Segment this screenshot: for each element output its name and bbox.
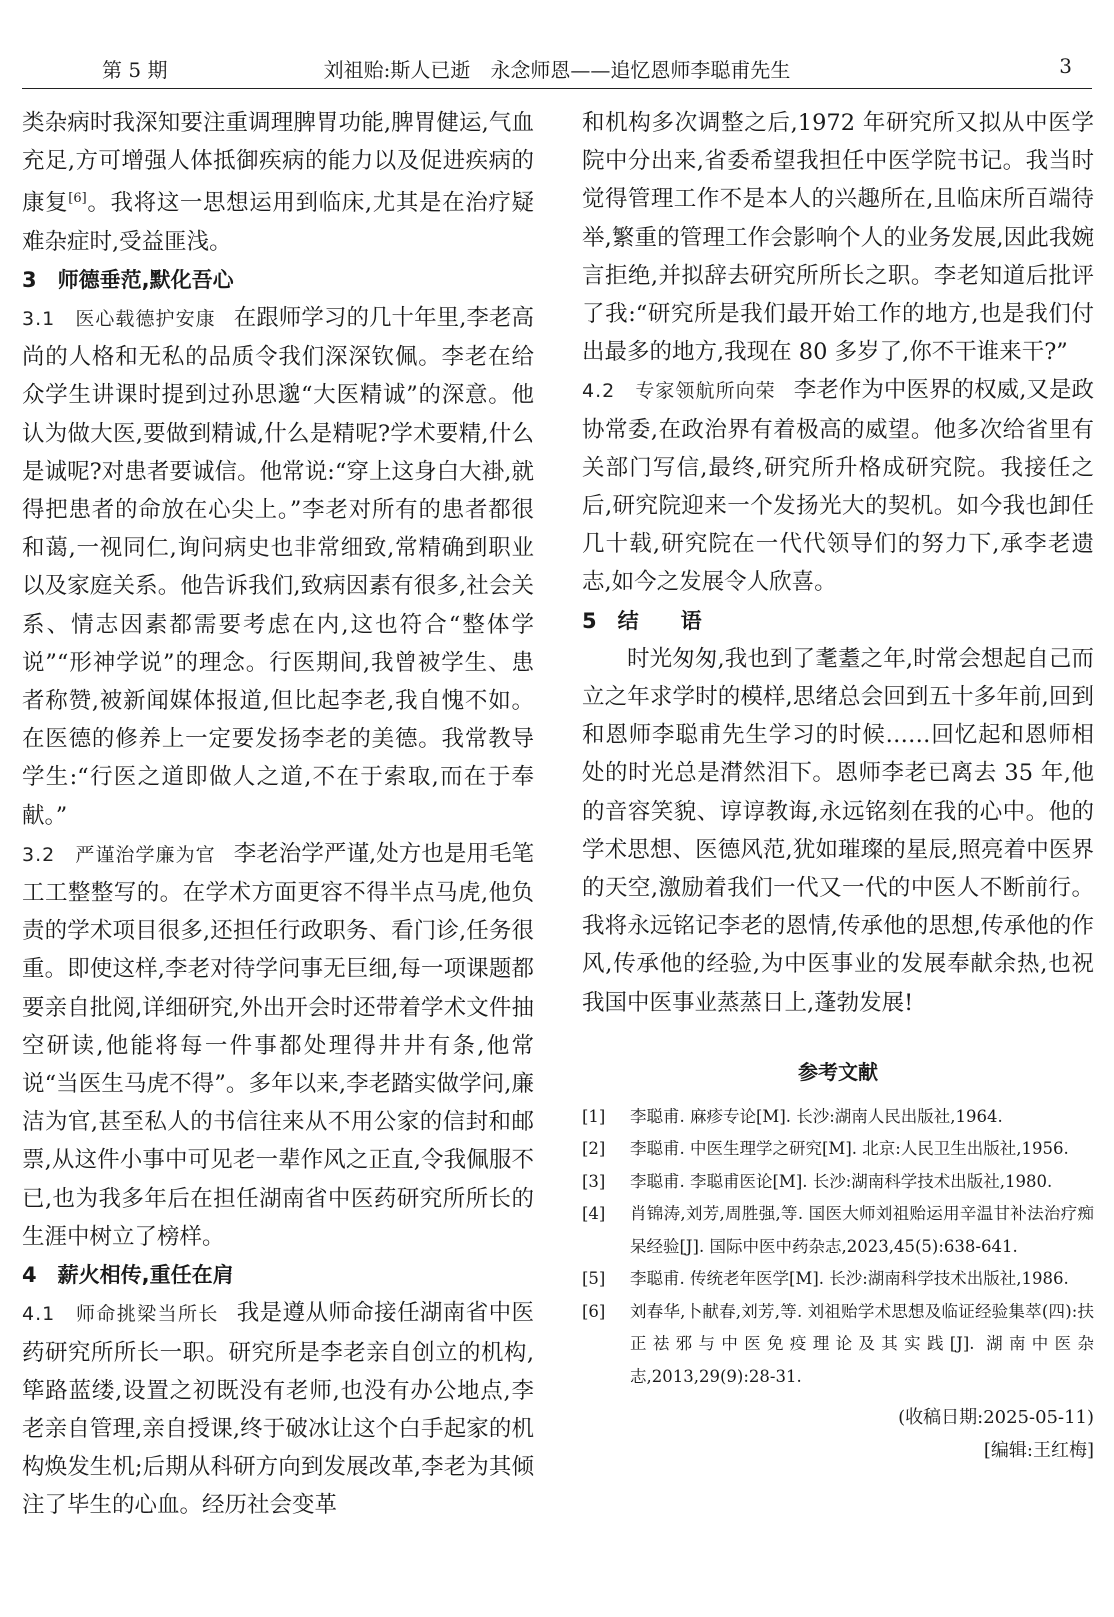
citation-sup: [6] — [68, 191, 87, 207]
reference-number: [6] — [582, 1301, 606, 1321]
reference-text: 刘春华,卜献春,刘芳,等. 刘祖贻学术思想及临证经验集萃(四):扶正祛邪与中医免疫理论及其实践[J]. 湖南中医杂志,2013,29(9):28-31. — [630, 1301, 1094, 1386]
header-rule — [22, 88, 1092, 89]
para-text: 李老治学严谨,处方也是用毛笔工工整整写的。在学术方面更容不得半点马虎,他负责的学术项目很多,还担任行政职务、看门诊,任务很重。即使这样,李老对待学问事无巨细,每一项课题都要亲自批阅,详细研究,外出开会时还带着学术文件抽空研读,他能将每一件事都处理得井井有条,他常说“当医生马虎不得”。多年以来,李老踏实做学问,廉洁为官,甚至私人的书信往来从不用公家的信封和邮票,从这件小事中可见老一辈作风之正直,令我佩服不已,也为我多年后在担任湖南省中医药研究所所长的生涯中树立了榜样。 — [22, 840, 535, 1250]
paragraph-continued — [22, 104, 534, 261]
para-text: 我是遵从师命接任湖南省中医药研究所所长一职。研究所是李老亲自创立的机构,筚路蓝缕,设置之初既没有老师,也没有办公地点,李老亲自管理,亲自授课,终于破冰让这个白手起家的机构焕发生机;后期从科研方向到发展改革,李老为其倾注了毕生的心血。经历社会变革 — [22, 1300, 534, 1519]
left-column — [22, 104, 534, 1525]
section-heading-4: 4 薪火相传,重任在肩 — [22, 1263, 234, 1288]
reference-item — [582, 1263, 1094, 1296]
subsection-label: 4.1 师命挑梁当所长 — [22, 1303, 219, 1326]
reference-item — [582, 1101, 1094, 1134]
subsection-4-2 — [582, 371, 1094, 601]
reference-number: [4] — [582, 1204, 606, 1224]
reference-text: 肖锦涛,刘芳,周胜强,等. 国医大师刘祖贻运用辛温甘补法治疗痴呆经验[J]. 国际中医中药杂志,2023,45(5):638-641. — [630, 1204, 1094, 1256]
reference-number: [5] — [582, 1269, 606, 1289]
reference-item — [582, 1133, 1094, 1166]
reference-number: [1] — [582, 1106, 606, 1126]
right-column — [582, 104, 1094, 1467]
references-title: 参考文献 — [798, 1059, 878, 1084]
running-title: 刘祖贻:斯人已逝 永念师恩——追忆恩师李聪甫先生 — [323, 58, 791, 82]
reference-text: 李聪甫. 传统老年医学[M]. 长沙:湖南科学技术出版社,1986. — [630, 1269, 1069, 1289]
editor-credit: [编辑:王红梅] — [983, 1440, 1094, 1462]
reference-text: 李聪甫. 李聪甫医论[M]. 长沙:湖南科学技术出版社,1980. — [630, 1171, 1053, 1191]
subsection-3-2 — [22, 835, 534, 1256]
reference-list — [582, 1101, 1094, 1394]
received-date: (收稿日期:2025-05-11) — [898, 1407, 1094, 1429]
subsection-label: 4.2 专家领航所向荣 — [582, 380, 776, 403]
subsection-label: 3.2 严谨治学廉为官 — [22, 843, 216, 866]
subsection-label: 3.1 医心载德护安康 — [22, 308, 216, 331]
subsection-3-1 — [22, 299, 534, 835]
para-text: 。我将这一思想运用到临床,尤其是在治疗疑难杂症时,受益匪浅。 — [22, 190, 534, 255]
page-number: 3 — [1059, 54, 1072, 78]
section-heading-3: 3 师德垂范,默化吾心 — [22, 267, 234, 292]
reference-item — [582, 1198, 1094, 1263]
reference-item — [582, 1166, 1094, 1199]
para-text: 类杂病时我深知要注重调理脾胃功能,脾胃健运,气血充足,方可增强人体抵御疾病的能力以及促进疾病的康复 — [22, 110, 534, 217]
reference-text: 李聪甫. 麻疹专论[M]. 长沙:湖南人民出版社,1964. — [630, 1106, 1003, 1126]
reference-number: [2] — [582, 1139, 606, 1159]
paragraph-continued: 和机构多次调整之后,1972 年研究所又拟从中医学院中分出来,省委希望我担任中医学院书记。我当时觉得管理工作不是本人的兴趣所在,且临床所百端待举,繁重的管理工作会影响个人的业务发展,因此我婉言拒绝,并拟辞去研究所所长之职。李老知道后批评了我:“研究所是我们最开始工作的地方,也是我们付出最多的地方,我现在 80 多岁了,你不干谁来干?” — [582, 110, 1094, 366]
para-text: 在跟师学习的几十年里,李老高尚的人格和无私的品质令我们深深钦佩。李老在给众学生讲课时提到过孙思邈“大医精诚”的深意。他认为做大医,要做到精诚,什么是精呢?学术要精,什么是诚呢?对患者要诚信。他常说:“穿上这身白大褂,就得把患者的命放在心尖上。”李老对所有的患者都很和蔼,一视同仁,询问病史也非常细致,常精确到职业以及家庭关系。他告诉我们,致病因素有很多,社会关系、情志因素都需要考虑在内,这也符合“整体学说”“形神学说”的理念。行医期间,我曾被学生、患者称赞,被新闻媒体报道,但比起李老,我自愧不如。在医德的修养上一定要发扬李老的美德。我常教导学生:“行医之道即做人之道,不在于索取,而在于奉献。” — [22, 305, 535, 829]
reference-number: [3] — [582, 1171, 606, 1191]
section-heading-5: 5 结 语 — [582, 608, 702, 633]
reference-item — [582, 1296, 1094, 1394]
subsection-4-1 — [22, 1294, 534, 1524]
conclusion-paragraph: 时光匆匆,我也到了耄耋之年,时常会想起自己而立之年求学时的模样,思绪总会回到五十多年前,回到和恩师李聪甫先生学习的时候……回忆起和恩师相处的时光总是潸然泪下。恩师李老已离去 35 年,他的音容笑貌、谆谆教诲,永远铭刻在我的心中。他的学术思想、医德风范,犹如璀璨的星辰,照亮着中医界的天空,激励着我们一代又一代的中医人不断前行。我将永远铭记李老的恩情,传承他的思想,传承他的作风,传承他的经验,为中医事业的发展奉献余热,也祝我国中医事业蒸蒸日上,蓬勃发展! — [582, 645, 1094, 1016]
page-header — [22, 48, 1092, 88]
para-text: 李老作为中医界的权威,又是政协常委,在政治界有着极高的威望。他多次给省里有关部门写信,最终,研究所升格成研究院。我接任之后,研究院迎来一个发扬光大的契机。如今我也卸任几十载,研究院在一代代领导们的努力下,承李老遗志,如今之发展令人欣喜。 — [582, 377, 1095, 596]
reference-text: 李聪甫. 中医生理学之研究[M]. 北京:人民卫生出版社,1956. — [630, 1139, 1069, 1159]
issue-number: 第 5 期 — [102, 58, 168, 82]
